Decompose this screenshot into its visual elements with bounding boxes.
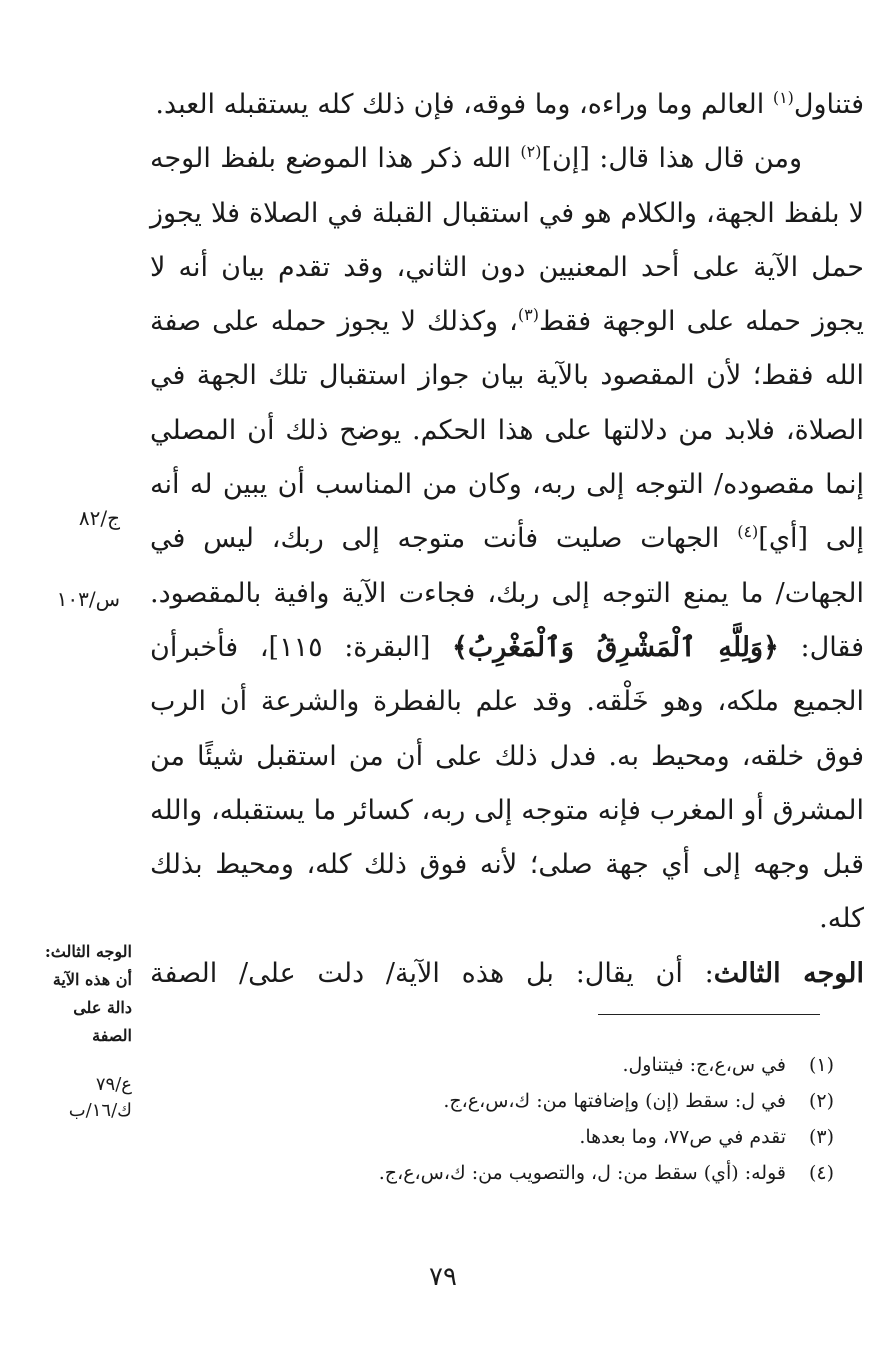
main-text-block: [150, 78, 864, 1001]
footnote-ref-1: (١): [772, 88, 794, 107]
footnote-1: [234, 1047, 834, 1083]
footnote-number: (٣): [808, 1126, 834, 1148]
para2-text-c: ، وكذلك لا يجوز حمله على صفة الله فقط؛ لأن المقصود بالآية بيان جواز استقبال تلك الجهة في الصلاة، فلابد من دلالتها على هذا الحكم. يوضح ذلك أن المصلي إنما مقصوده/ التوجه إلى ربه، وكان من المناسب أن يبين له أنه إلى [أي]: [150, 306, 864, 555]
footnote-text: في س،ع،ج: فيتناول.: [622, 1054, 786, 1076]
paragraph-3: [150, 947, 864, 1001]
paragraph-1: [150, 78, 864, 132]
section-heading: الوجه الثالث: [713, 957, 864, 989]
para1-text-a: فتناول: [793, 89, 864, 120]
para3-text: : أن يقال: بل هذه الآية/ دلت على/ الصفة: [150, 957, 714, 989]
margin-note-ain79: ع/٧٩: [95, 1074, 132, 1095]
margin-note-third-aspect: الوجه الثالث: أن هذه الآية دالة على الصفة: [44, 942, 132, 1045]
footnote-3: [234, 1119, 834, 1155]
para2-text-b: الله ذكر هذا الموضع بلفظ الوجه لا بلفظ الجهة، والكلام هو في استقبال القبلة في الصلاة فلا يجوز حمل الآية على أحد المعنيين دون الثاني، وقد تقدم بيان أنه لا يجوز حمله على الوجهة فقط: [150, 143, 864, 338]
footnote-ref-3: (٣): [517, 305, 539, 325]
page-number: ٧٩: [429, 1262, 457, 1292]
para2-text-a: ومن قال هذا قال: [إن]: [541, 143, 802, 175]
footnotes: [234, 1047, 834, 1191]
paragraph-2: [150, 132, 864, 946]
footnote-number: (١): [808, 1054, 834, 1076]
footnote-separator: [598, 1014, 820, 1015]
footnote-text: تقدم في ص٧٧، وما بعدها.: [579, 1126, 786, 1148]
footnote-text: في ل: سقط (إن) وإضافتها من: ك،س،ع،ج.: [443, 1090, 786, 1112]
footnote-number: (٢): [808, 1090, 834, 1112]
margin-note-manuscript-pages: [62, 1072, 132, 1124]
footnote-number: (٤): [808, 1162, 834, 1184]
margin-note-kaf16b: ك/١٦/ب: [68, 1100, 132, 1121]
quran-verse: ﴿وَلِلَّهِ ٱلْمَشْرِقُ وَٱلْمَغْرِبُ﴾: [452, 631, 779, 663]
para2-text-e: [البقرة: ١١٥]، فأخبرأن الجميع ملكه، وهو خَلْقه. وقد علم بالفطرة والشرعة أن الرب فوق خلقه، ومحيط به. فدل ذلك على أن من استقبل شيئًا من المشرق أو المغرب فإنه متوجه إلى ربه، كسائر ما يستقبله، والله قبل وجهه إلى أي جهة صلى؛ لأنه فوق ذلك كله، ومحيط بذلك كله.: [150, 631, 864, 935]
footnote-ref-4: (٤): [737, 522, 759, 542]
para2-text-d: الجهات صليت فأنت متوجه إلى ربك، ليس في الجهات/ ما يمنع التوجه إلى ربك، فجاءت الآية وافية بالمقصود. فقال:: [150, 523, 865, 663]
margin-note-j82: ج/٨٢: [78, 506, 120, 530]
margin-note-s103: س/١٠٣: [56, 587, 120, 611]
para1-text-b: العالم وما وراءه، وما فوقه، فإن ذلك كله يستقبله العبد.: [155, 89, 773, 120]
footnote-ref-2: (٢): [520, 142, 542, 162]
footnote-4: [234, 1155, 834, 1191]
footnote-text: قوله: (أي) سقط من: ل، والتصويب من: ك،س،ع،ج.: [378, 1162, 786, 1184]
footnote-2: [234, 1083, 834, 1119]
